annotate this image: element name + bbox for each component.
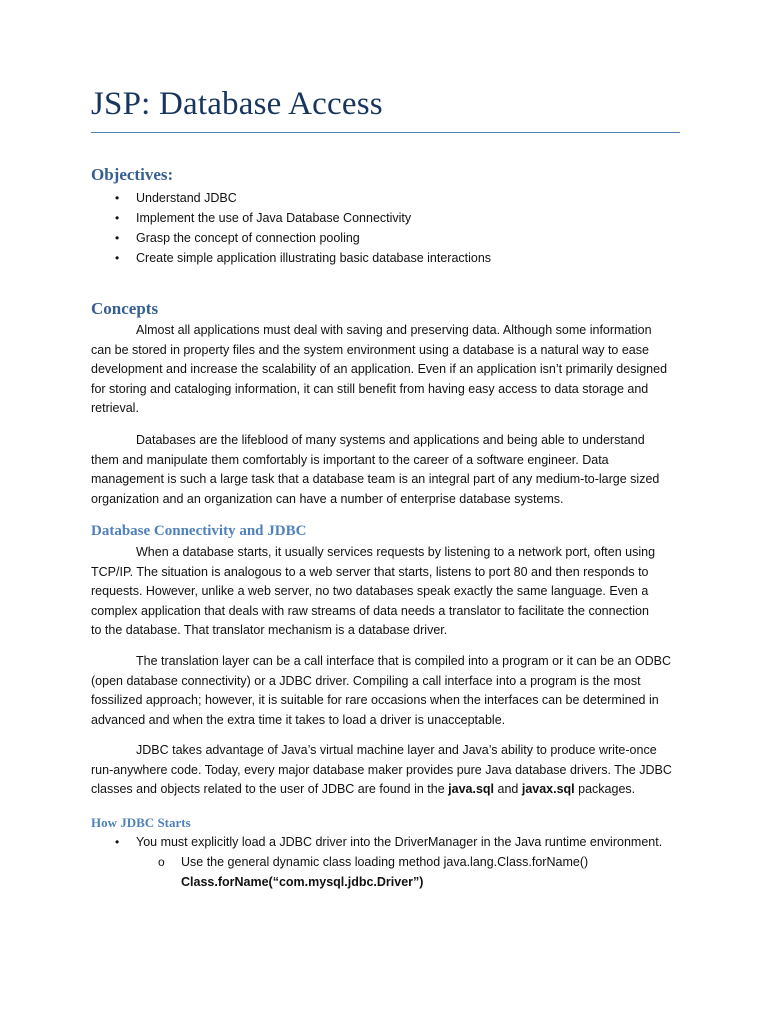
how-starts-list	[91, 832, 662, 852]
connectivity-paragraph-1: When a database starts, it usually services requests by listening to a network port, often using TCP/IP. The situation is analogous to a web server that starts, listens to port 80 and then responds to requests. However, unlike a web server, no two databases speak exactly the same language. Even a complex application that deals with raw streams of data needs a translator to facilitate the connection to the database. That translator mechanism is a database driver.	[91, 545, 656, 638]
bullet-icon: •	[115, 251, 120, 265]
circle-bullet-icon: o	[158, 855, 165, 869]
objectives-heading: Objectives:	[91, 165, 174, 184]
package-name: java.sql	[448, 782, 495, 797]
list-item: • You must explicitly load a JDBC driver into the DriverManager in the Java runtime environment.	[91, 832, 662, 852]
connectivity-paragraph-2: The translation layer can be a call interface that is compiled into a program or it can be an ODBC (open database connectivity) or a JDBC driver. Compiling a call interface into a program is the most fossilized approach; however, it is suitable for rare occasions when the interfaces can be determined in advanced and when the extra time it takes to load a driver is unacceptable.	[91, 654, 671, 727]
how-jdbc-starts-heading: How JDBC Starts	[91, 815, 191, 830]
concepts-paragraph-1: Almost all applications must deal with saving and preserving data. Although some information can be stored in property files and the system environment using a database is a natural way to ease development and increase the scalability of an application. Even if an application isn’t primarily designed for storing and cataloging information, it can still benefit from having easy access to data storage and retrieval.	[91, 323, 668, 416]
concepts-paragraph-2: Databases are the lifeblood of many systems and applications and being able to understand them and manipulate them comfortably is important to the career of a software engineer. Data management is such a large task that a database team is an integral part of any medium-to-large sized organization and an organization can have a number of enterprise database systems.	[91, 433, 660, 506]
bullet-icon: •	[115, 835, 120, 849]
list-item: • Understand JDBC	[91, 188, 491, 208]
concepts-heading: Concepts	[91, 299, 159, 318]
list-item: o Use the general dynamic class loading method java.lang.Class.forName()	[91, 852, 588, 872]
list-item: • Create simple application illustrating basic database interactions	[91, 248, 491, 268]
packages-line: classes and objects related to the user of JDBC are found in the java.sql and javax.sql packages.	[91, 782, 636, 797]
title-underline	[91, 132, 680, 133]
page-title: JSP: Database Access	[91, 86, 383, 122]
bullet-icon: •	[115, 211, 120, 225]
code-snippet: Class.forName(“com.mysql.jdbc.Driver”)	[181, 875, 424, 889]
connectivity-heading: Database Connectivity and JDBC	[91, 523, 307, 539]
bullet-icon: •	[115, 191, 120, 205]
package-name: javax.sql	[521, 782, 575, 797]
objectives-list	[91, 188, 491, 268]
how-starts-sublist	[91, 852, 588, 892]
list-item: • Implement the use of Java Database Connectivity	[91, 208, 491, 228]
bullet-icon: •	[115, 231, 120, 245]
list-item: • Grasp the concept of connection pooling	[91, 228, 491, 248]
connectivity-paragraph-3: JDBC takes advantage of Java’s virtual machine layer and Java’s ability to produce write-once run-anywhere code. Today, every major database maker provides pure Java database drivers. The JDBC classes and objects related to the user of JDBC are found in the java.sql and javax.sql packages.	[91, 741, 691, 800]
